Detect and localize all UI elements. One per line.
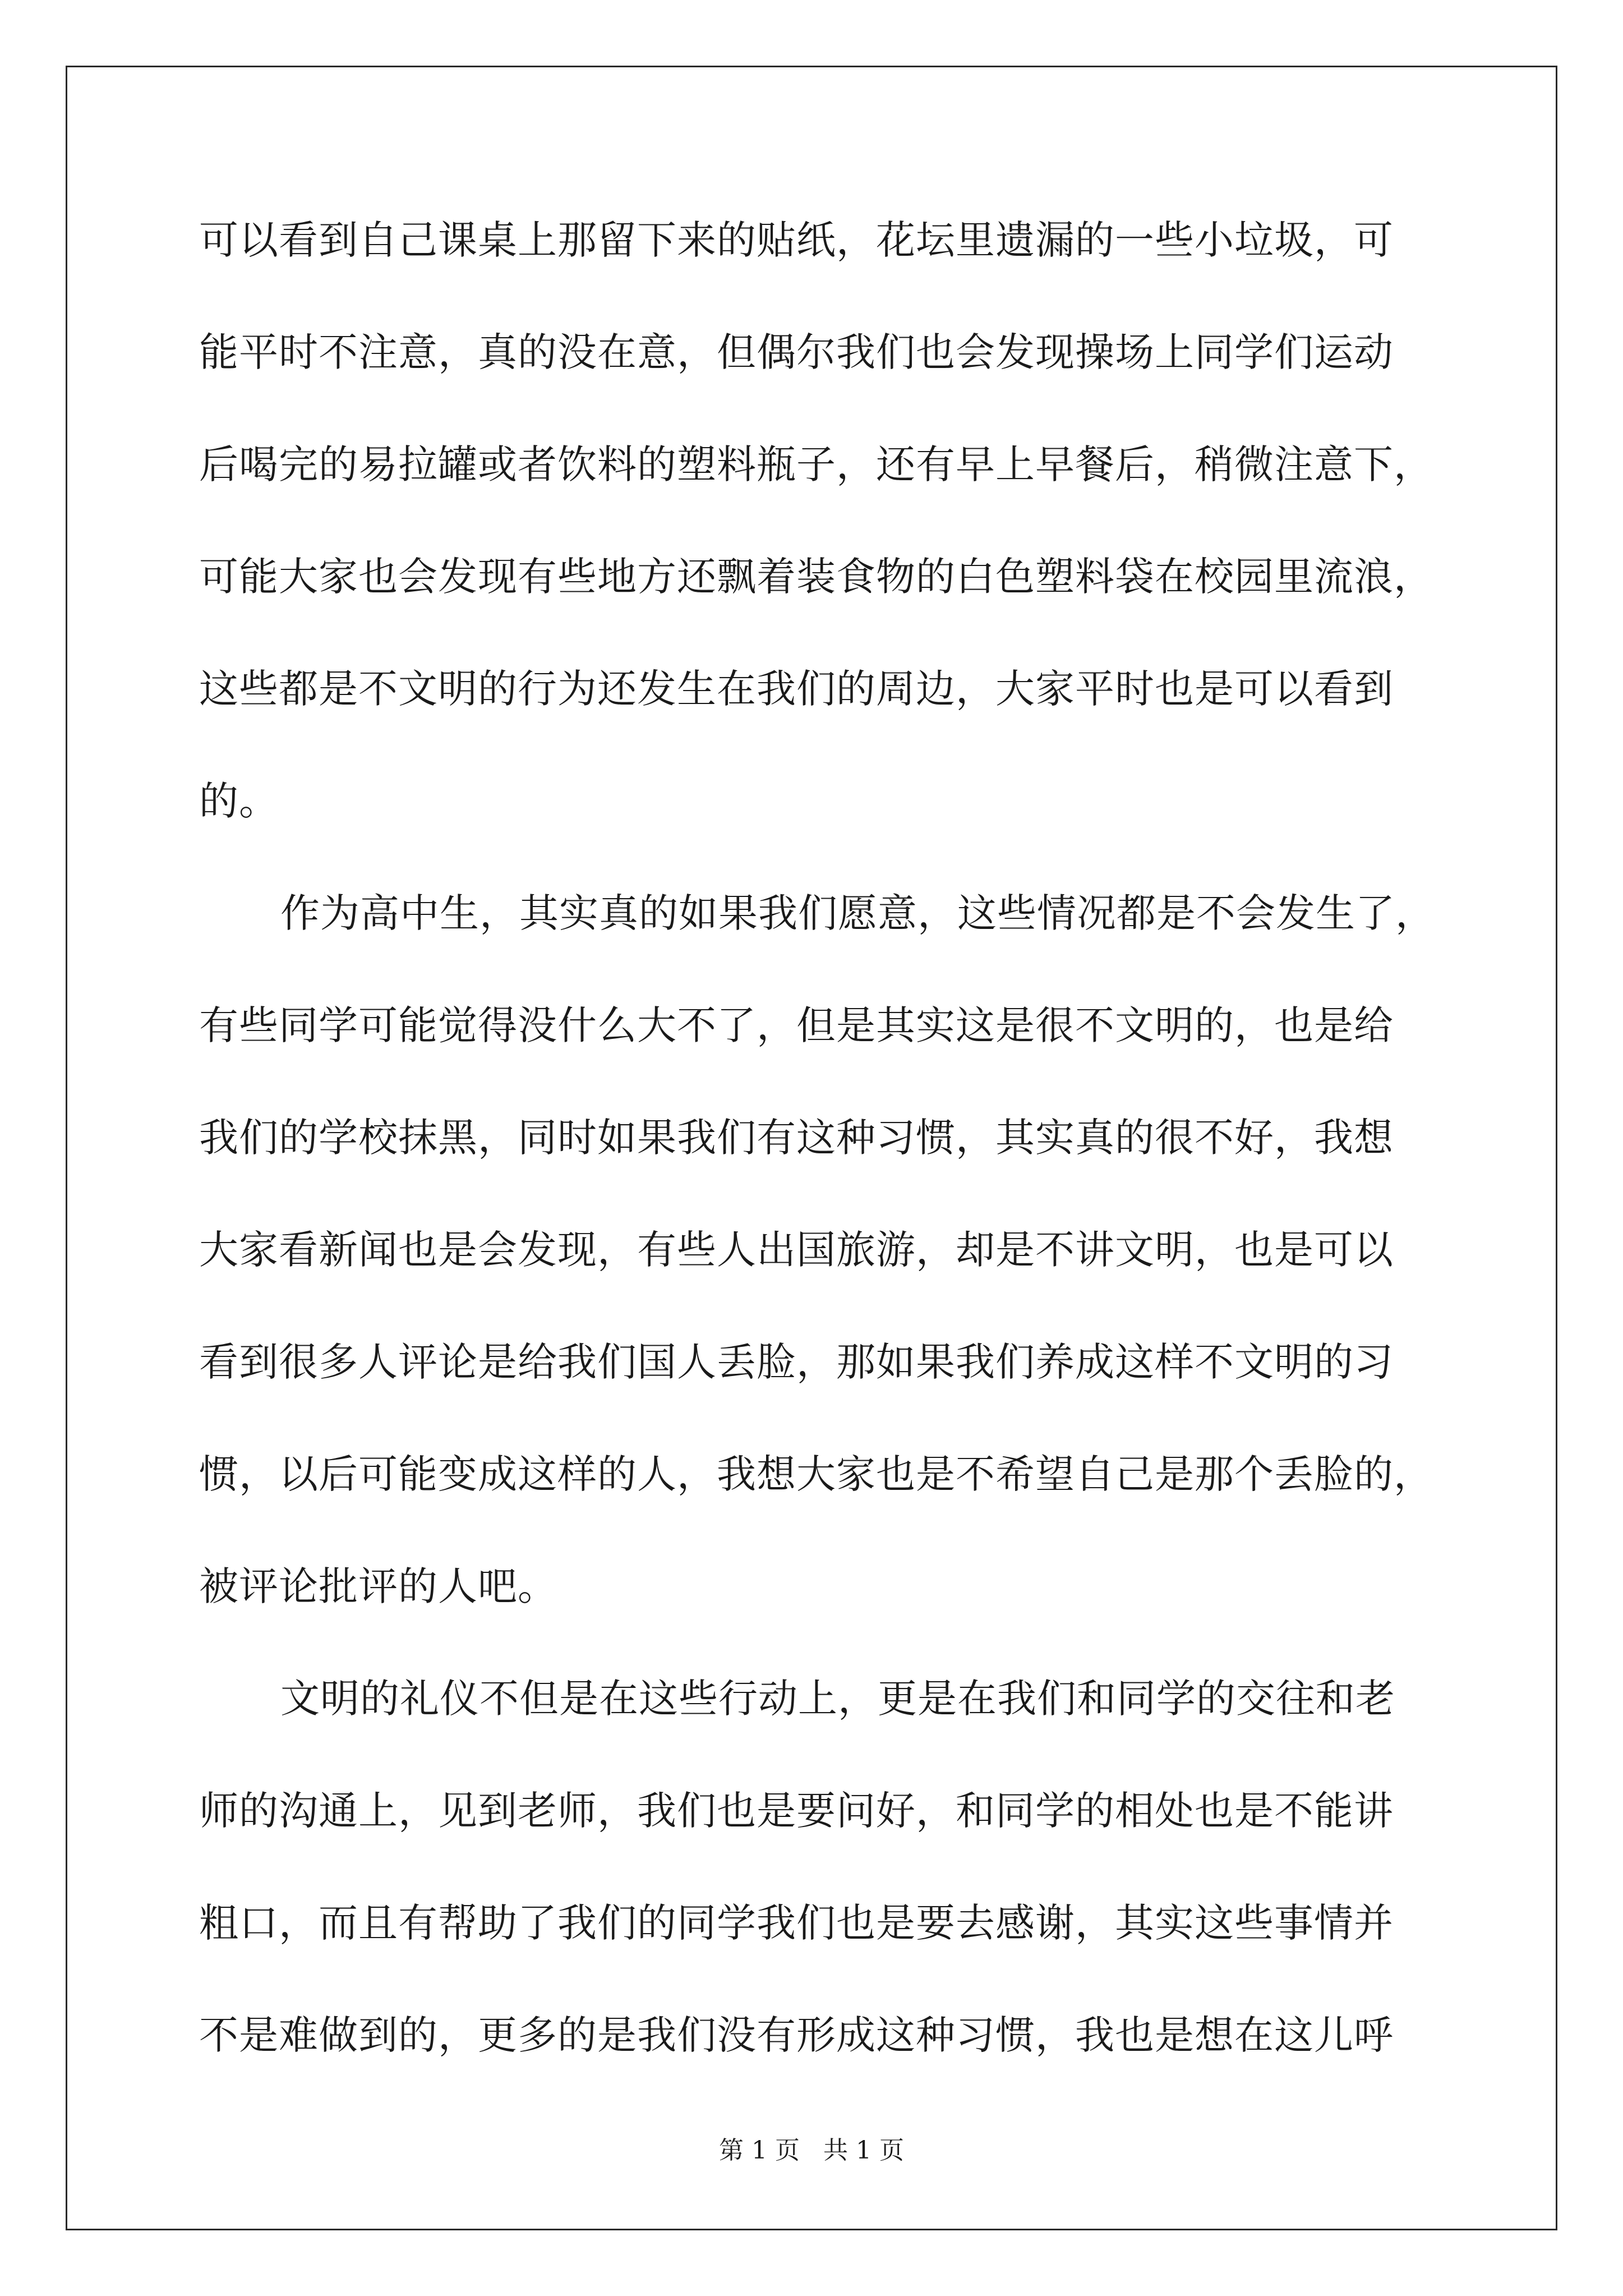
- text-line: 这些都是不文明的行为还发生在我们的周边，大家平时也是可以看到: [199, 666, 1394, 712]
- text-line: 师的沟通上，见到老师，我们也是要问好，和同学的相处也是不能讲: [199, 1788, 1394, 1834]
- paragraph-start-line: 作为高中生，其实真的如果我们愿意，这些情况都是不会发生了，: [280, 890, 1435, 936]
- text-line: 有些同学可能觉得没什么大不了，但是其实这是很不文明的，也是给: [199, 1002, 1394, 1048]
- text-line: 惯，以后可能变成这样的人，我想大家也是不希望自己是那个丢脸的，: [199, 1451, 1433, 1497]
- text-line: 可以看到自己课桌上那留下来的贴纸，花坛里遗漏的一些小垃圾，可: [199, 217, 1394, 263]
- text-line: 不是难做到的，更多的是我们没有形成这种习惯，我也是想在这儿呼: [199, 2012, 1394, 2058]
- text-line: 粗口，而且有帮助了我们的同学我们也是要去感谢，其实这些事情并: [199, 1900, 1394, 1946]
- text-line: 的。: [199, 778, 279, 824]
- text-line: 能平时不注意，真的没在意，但偶尔我们也会发现操场上同学们运动: [199, 329, 1394, 375]
- text-line: 我们的学校抹黑，同时如果我们有这种习惯，其实真的很不好，我想: [199, 1115, 1394, 1161]
- page-footer: 第 1 页 共 1 页: [719, 2136, 904, 2165]
- text-line: 大家看新闻也是会发现，有些人出国旅游，却是不讲文明，也是可以: [199, 1227, 1394, 1273]
- text-line: 看到很多人评论是给我们国人丢脸，那如果我们养成这样不文明的习: [199, 1339, 1394, 1385]
- text-line: 后喝完的易拉罐或者饮料的塑料瓶子，还有早上早餐后，稍微注意下，: [199, 441, 1433, 487]
- paragraph-start-line: 文明的礼仪不但是在这些行动上，更是在我们和同学的交往和老: [280, 1676, 1395, 1722]
- text-line: 被评论批评的人吧。: [199, 1563, 557, 1609]
- text-line: 可能大家也会发现有些地方还飘着装食物的白色塑料袋在校园里流浪，: [199, 554, 1433, 600]
